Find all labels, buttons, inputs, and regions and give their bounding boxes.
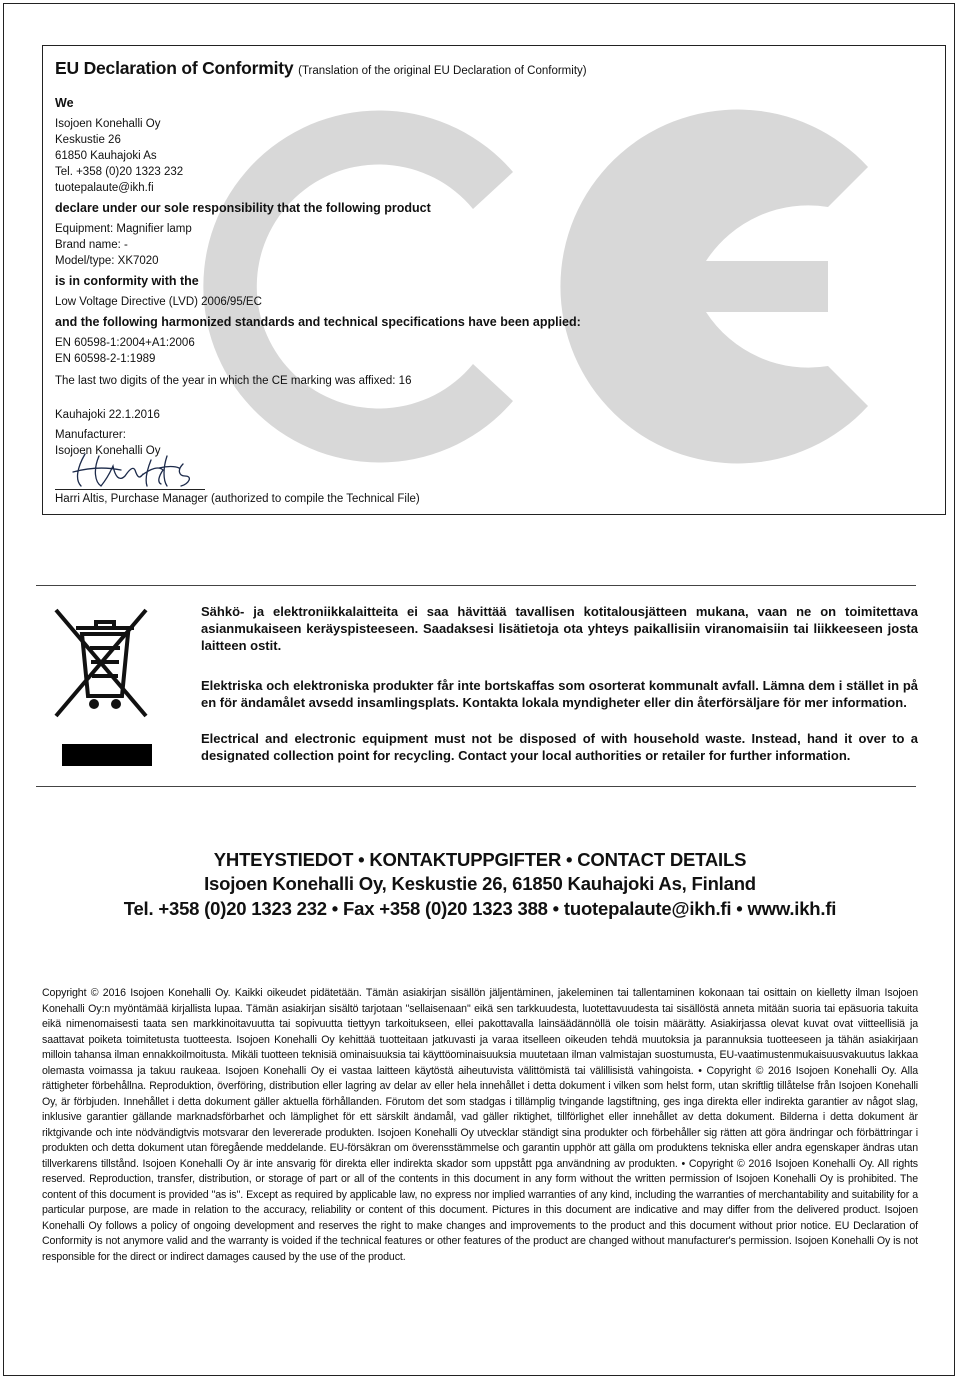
divider-top (36, 585, 916, 586)
waste-text-english: Electrical and electronic equipment must not be disposed of with household waste. Instead, hand it over to a designated collection point for recycling. Contact your local authorities or retailer for further information. (201, 731, 918, 763)
declaration-title: EU Declaration of Conformity (55, 58, 294, 78)
ce-year-text: The last two digits of the year in which the CE marking was affixed: 16 (55, 375, 412, 387)
brand-name: Brand name: - (55, 239, 128, 251)
conformity-text: is in conformity with the (55, 274, 199, 288)
equipment: Equipment: Magnifier lamp (55, 223, 192, 235)
weee-black-bar (62, 744, 152, 766)
divider-bottom (36, 786, 916, 787)
company-street: Keskustie 26 (55, 134, 121, 146)
declaration-content (55, 56, 935, 459)
declaration-title-row (55, 58, 935, 79)
standard-1: EN 60598-1:2004+A1:2006 (55, 337, 195, 349)
company-name: Isojoen Konehalli Oy (55, 118, 161, 130)
waste-text-finnish: Sähkö- ja elektroniikkalaitteita ei saa hävittää tavallisen kotitalousjätteen mukana, vaan ne on toimitettava asianmukaiseen keräyspisteeseen. Saadaksesi lisätietoja ota yhteys paikallisiin viranomaisiin tai liikkeeseen josta laitteen ostit. (201, 604, 918, 653)
weee-crossed-bin-icon (48, 604, 152, 722)
waste-text-swedish: Elektriska och elektroniska produkter får inte bortskaffas som osorterat kommunalt avfall. Lämna dem i stället in på en för ändamålet avsedd insamlingsplats. Kontakta lokala myndigheter eller din återförsäljare för mer information. (201, 678, 918, 710)
manufacturer-name: Isojoen Konehalli Oy (55, 445, 161, 457)
company-email: tuotepalaute@ikh.fi (55, 182, 154, 194)
manufacturer-label: Manufacturer: (55, 429, 126, 441)
signer-name: Harri Altis, Purchase Manager (authorized to compile the Technical File) (55, 493, 420, 505)
directive: Low Voltage Directive (LVD) 2006/95/EC (55, 296, 262, 308)
model-type: Model/type: XK7020 (55, 255, 159, 267)
declaration-subtitle: (Translation of the original EU Declaration of Conformity) (298, 65, 587, 77)
signature (55, 446, 215, 492)
standards-text: and the following harmonized standards and technical specifications have been applied: (55, 315, 581, 329)
signature-line (55, 489, 205, 490)
company-city: 61850 Kauhajoki As (55, 150, 157, 162)
declaration-box (42, 45, 946, 515)
company-tel: Tel. +358 (0)20 1323 232 (55, 166, 184, 178)
place-date: Kauhajoki 22.1.2016 (55, 409, 160, 421)
contact-address: Isojoen Konehalli Oy, Keskustie 26, 61850 Kauhajoki As, Finland (204, 873, 756, 894)
contact-phone-line: Tel. +358 (0)20 1323 232 • Fax +358 (0)20 1323 388 • tuotepalaute@ikh.fi • www.ikh.fi (123, 898, 837, 919)
standard-2: EN 60598-2-1:1989 (55, 353, 156, 365)
contact-heading: YHTEYSTIEDOT • KONTAKTUPPGIFTER • CONTACT DETAILS (213, 849, 747, 870)
declare-text: declare under our sole responsibility that the following product (55, 201, 431, 215)
we-label: We (55, 96, 74, 110)
copyright-text: Copyright © 2016 Isojoen Konehalli Oy. Kaikki oikeudet pidätetään. Tämän asiakirjan sisällön jäljentäminen, jakeleminen tai tallentaminen kokonaan tai osittain on kielletty ilman Isojoen Konehalli Oy:n myöntämää kirjallista lupaa. Tämän asiakirjan sisältö tarjotaan "sellaisenaan" eikä sen tarkkuudesta, luotettavuudesta tai sisällöstä anneta mitään suoria tai epäsuoria takuita eikä nimenomaisesti taata sen markkinoitavuutta tai sopivuutta tiettyyn tarkoitukseen, ellei pakottavalla lainsäädännöllä ole toisin määrätty. Asiakirjassa olevat kuvat ovat viitteellisiä ja saattavat poiketa toimitetusta tuotteesta. Isojoen Konehalli Oy kehittää tuotteitaan jatkuvasti ja varaa itselleen oikeuden tehdä muutoksia ja parannuksia tuotteeseen ja tähän asiakirjaan milloin tahansa ilman ennakkoilmoitusta. Mikäli tuotteen teknisiä ominaisuuksia tai käyttöominaisuuksia muutetaan ilman valmistajan suostumusta, EU-vaatimustenmukaisuusvakuutus lakkaa olemasta voimassa ja takuu raukeaa. Isojoen Konehalli Oy ei vastaa laitteen käytöstä aiheutuvista välittömistä tai välillisistä vahingoista. • Copyright © 2016 Isojoen Konehalli Oy. Alla rättigheter förbehållna. Reproduktion, överföring, distribution eller lagring av delar av eller hela innehållet i detta dokument i vilken som helst form, utan skriftlig tillåtelse från Isojoen Konehalli Oy, är förbjuden. Innehållet i detta dokument gäller aktuella förhållanden. Förutom det som stadgas i tillämplig tvingande lagstiftning, ges inga direkta eller indirekta garantier av något slag, inklusive garantier gällande marknadsförbarhet och lämplighet för ett särskilt ändamål, vad gäller riktighet, tillförlighet eller innehållet av detta dokument. Bilderna i detta dokument är riktgivande och inte nödvändigtvis motsvarar den levererade produkten. Isojoen Konehalli Oy utvecklar ständigt sina produkter och förbehåller sig rätten att göra ändringar och förbättringar i produkten och detta dokument utan föregående meddelande. EU-försäkran om överensstämmelse och garantin upphör att gälla om produktens tekniska eller andra egenskaper ändras utan tillverkarens tillstånd. Isojoen Konehalli Oy är inte ansvarig för direkta eller indirekta skador som uppstått pga användning av produkten. • Copyright © 2016 Isojoen Konehalli Oy. All rights reserved. Reproduction, transfer, distribution, or storage of part or all of the contents in this document in any form without the written permission of Isojoen Konehalli Oy is prohibited. The content of this document is provided "as is". Except as required by applicable law, no express nor implied warranties of any kind, including the warranties of merchantability and suitability for a particular purpose, are made in relation to the accuracy, reliability or content of this document. Pictures in this document are indicative and may differ from the delivered product. Isojoen Konehalli Oy follows a policy of ongoing development and reserves the right to make changes and improvements to the product and this document without prior notice. EU Declaration of Conformity is not anymore valid and the warranty is voided if the technical features or other features of the product are changed without manufacturer's permission. Isojoen Konehalli Oy is not responsible for the direct or indirect damages caused by the use of the product. (42, 987, 918, 1263)
